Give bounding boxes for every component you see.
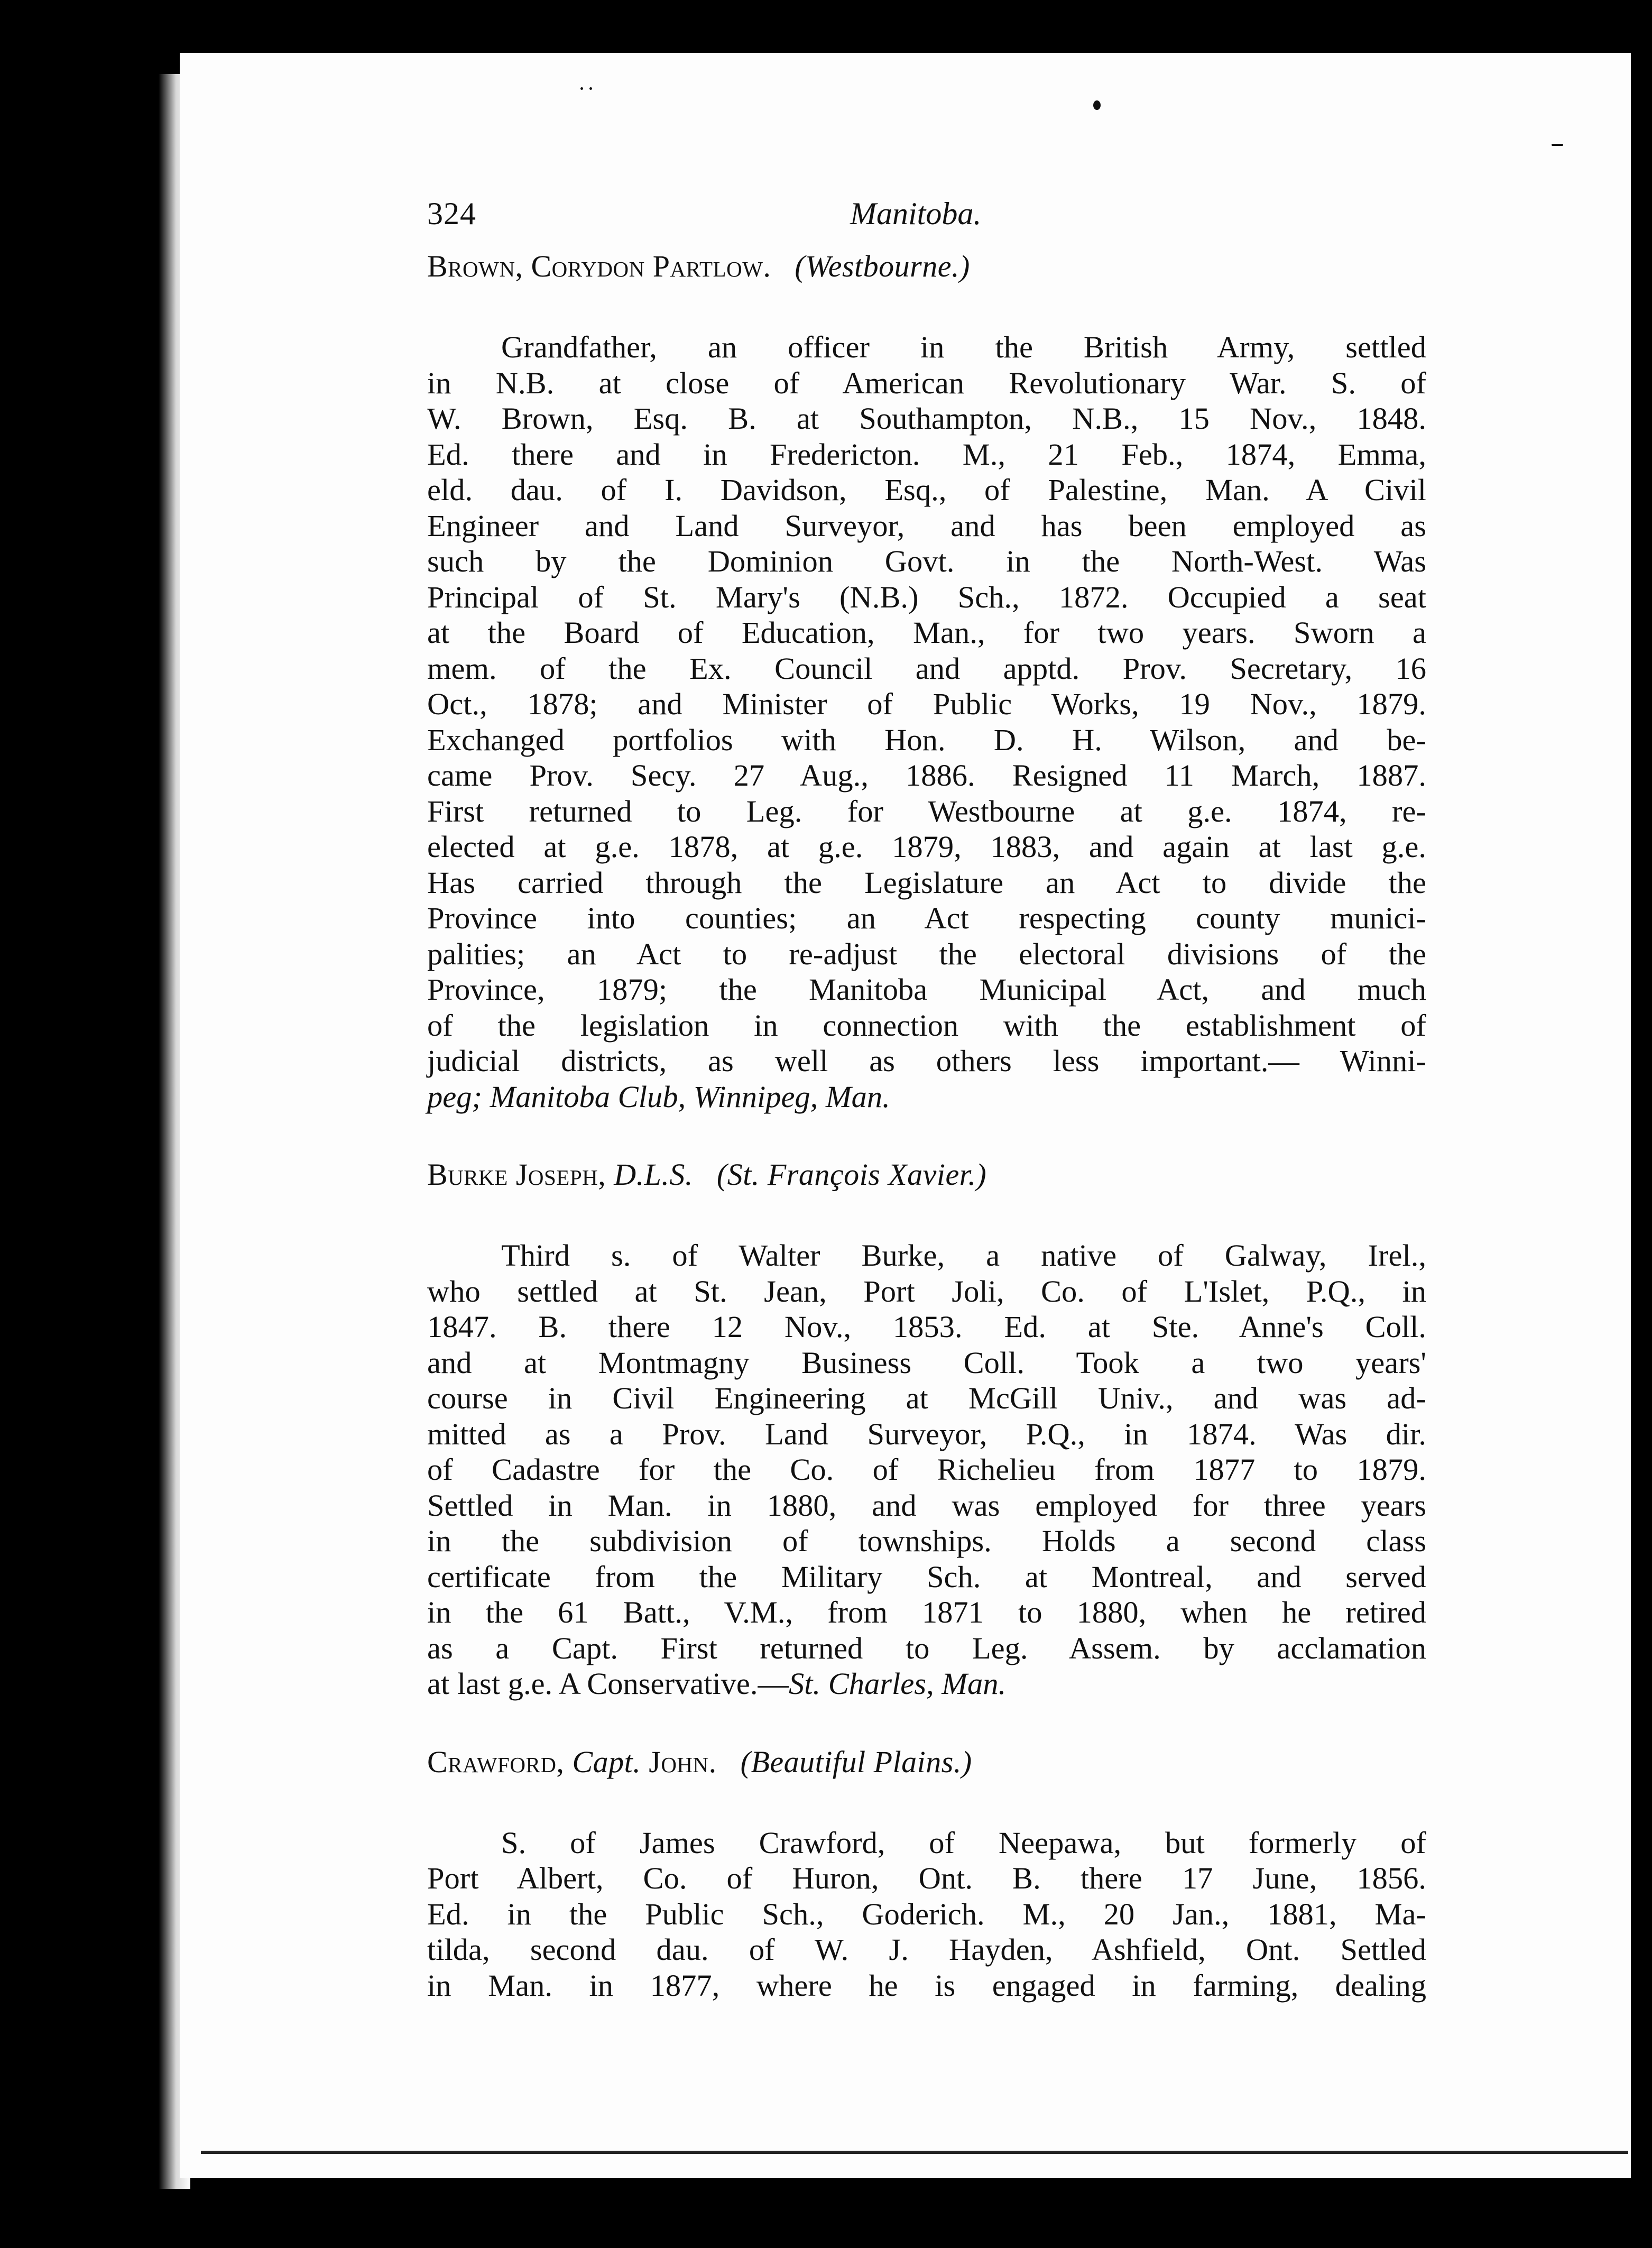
- ink-speck: [589, 87, 592, 90]
- entry-heading-brown: [427, 248, 1426, 284]
- entry-constituency: (St. François Xavier.): [716, 1157, 987, 1192]
- last-line-text: at last g.e. A Conservative.—: [427, 1666, 789, 1701]
- text-line: as a Capt. First returned to Leg. Assem. by acclamation: [427, 1630, 1426, 1665]
- text-line: in the subdivision of townships. Holds a second class: [427, 1524, 1426, 1558]
- entry-constituency: (Westbourne.): [795, 249, 970, 283]
- entry-title: Capt.: [572, 1744, 641, 1779]
- ink-speck: [1552, 144, 1563, 146]
- text-line: judicial districts, as well as others less important.— Winni-: [427, 1044, 1426, 1078]
- text-line: Province into counties; an Act respecting county munici-: [427, 901, 1426, 935]
- text-line: at the Board of Education, Man., for two years. Sworn a: [427, 615, 1426, 650]
- entry-name-first: Crawford,: [427, 1744, 565, 1779]
- entry-address: peg; Manitoba Club, Winnipeg, Man.: [427, 1079, 890, 1114]
- page-content: [427, 196, 1426, 2046]
- entry-heading-burke: [427, 1157, 1426, 1192]
- ink-speck: [1093, 100, 1101, 110]
- text-line: 1847. B. there 12 Nov., 1853. Ed. at Ste. Anne's Coll.: [427, 1310, 1426, 1344]
- text-line: Exchanged portfolios with Hon. D. H. Wilson, and be-: [427, 722, 1426, 757]
- text-line: W. Brown, Esq. B. at Southampton, N.B., 15 Nov., 1848.: [427, 401, 1426, 436]
- text-line: Ed. there and in Fredericton. M., 21 Feb., 1874, Emma,: [427, 437, 1426, 472]
- text-line: came Prov. Secy. 27 Aug., 1886. Resigned 11 March, 1887.: [427, 758, 1426, 793]
- text-line: and at Montmagny Business Coll. Took a two years': [427, 1345, 1426, 1380]
- text-line: eld. dau. of I. Davidson, Esq., of Palestine, Man. A Civil: [427, 473, 1426, 507]
- text-line: Settled in Man. in 1880, and was employed for three years: [427, 1488, 1426, 1523]
- text-line: Grandfather, an officer in the British Army, settled: [501, 330, 1426, 364]
- text-line: [427, 1666, 1426, 1702]
- text-line: tilda, second dau. of W. J. Hayden, Ashfield, Ont. Settled: [427, 1932, 1426, 1967]
- entry-body-crawford: [427, 1825, 1426, 2004]
- page-number: 324: [427, 196, 476, 231]
- entry-heading-crawford: [427, 1744, 1426, 1780]
- text-line: First returned to Leg. for Westbourne at g.e. 1874, re-: [427, 794, 1426, 828]
- text-line: elected at g.e. 1878, at g.e. 1879, 1883, and again at last g.e.: [427, 830, 1426, 864]
- text-line: in N.B. at close of American Revolutionary War. S. of: [427, 365, 1426, 400]
- entry-name-second: John.: [649, 1744, 717, 1779]
- text-line: such by the Dominion Govt. in the North-West. Was: [427, 544, 1426, 578]
- text-line: Has carried through the Legislature an Act to divide the: [427, 865, 1426, 900]
- ink-speck: [580, 87, 583, 90]
- text-line: Engineer and Land Surveyor, and has been employed as: [427, 508, 1426, 543]
- text-line: Ed. in the Public Sch., Goderich. M., 20 Jan., 1881, Ma-: [427, 1896, 1426, 1931]
- entry-body-brown: [427, 329, 1426, 1114]
- page-bottom-edge: [201, 2151, 1628, 2154]
- text-line: course in Civil Engineering at McGill Univ., and was ad-: [427, 1381, 1426, 1415]
- text-line: of Cadastre for the Co. of Richelieu from 1877 to 1879.: [427, 1452, 1426, 1487]
- entry-title: D.L.S.: [614, 1157, 693, 1192]
- text-line: Port Albert, Co. of Huron, Ont. B. there 17 June, 1856.: [427, 1861, 1426, 1895]
- text-line: of the legislation in connection with the establishment of: [427, 1008, 1426, 1043]
- text-line: mem. of the Ex. Council and apptd. Prov. Secretary, 16: [427, 651, 1426, 686]
- text-line: Oct., 1878; and Minister of Public Works, 19 Nov., 1879.: [427, 687, 1426, 721]
- text-line: palities; an Act to re-adjust the electoral divisions of the: [427, 936, 1426, 971]
- running-title: Manitoba.: [850, 196, 982, 231]
- text-line: certificate from the Military Sch. at Montreal, and served: [427, 1559, 1426, 1594]
- entry-body-burke: [427, 1238, 1426, 1702]
- entry-constituency: (Beautiful Plains.): [740, 1744, 972, 1779]
- entry-address: St. Charles, Man.: [789, 1666, 1007, 1701]
- text-line: S. of James Crawford, of Neepawa, but formerly of: [501, 1825, 1426, 1860]
- entry-name: Brown, Corydon Partlow.: [427, 249, 771, 283]
- text-line: mitted as a Prov. Land Surveyor, P.Q., in 1874. Was dir.: [427, 1416, 1426, 1451]
- text-line: in Man. in 1877, where he is engaged in farming, dealing: [427, 1968, 1426, 2003]
- text-line: Principal of St. Mary's (N.B.) Sch., 1872. Occupied a seat: [427, 579, 1426, 614]
- text-line: in the 61 Batt., V.M., from 1871 to 1880, when he retired: [427, 1595, 1426, 1629]
- running-head: [427, 196, 1426, 248]
- entry-name: Burke Joseph,: [427, 1157, 606, 1192]
- text-line: Third s. of Walter Burke, a native of Galway, Irel.,: [501, 1238, 1426, 1273]
- text-line: who settled at St. Jean, Port Joli, Co. of L'Islet, P.Q., in: [427, 1274, 1426, 1309]
- text-line: Province, 1879; the Manitoba Municipal Act, and much: [427, 972, 1426, 1007]
